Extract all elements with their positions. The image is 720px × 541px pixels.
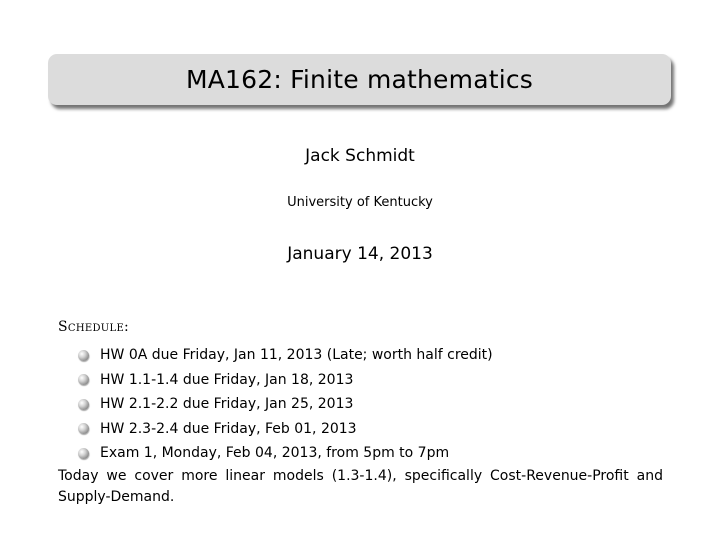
list-item-text: HW 1.1-1.4 due Friday, Jan 18, 2013 bbox=[100, 371, 354, 388]
schedule-list bbox=[78, 343, 493, 466]
list-item-text: Exam 1, Monday, Feb 04, 2013, from 5pm to 7pm bbox=[100, 445, 450, 462]
list-item bbox=[78, 368, 493, 393]
schedule-heading: Schedule: bbox=[58, 319, 130, 335]
list-item-text: HW 2.1-2.2 due Friday, Jan 25, 2013 bbox=[100, 396, 354, 413]
slide-title: MA162: Finite mathematics bbox=[185, 65, 534, 94]
sphere-bullet-icon bbox=[78, 374, 89, 385]
title-banner bbox=[48, 54, 671, 105]
sphere-bullet-icon bbox=[78, 423, 89, 434]
list-item bbox=[78, 392, 493, 417]
author-name: Jack Schmidt bbox=[305, 146, 415, 166]
list-item-text: HW 2.3-2.4 due Friday, Feb 01, 2013 bbox=[100, 420, 357, 437]
sphere-bullet-icon bbox=[78, 350, 89, 361]
list-item-text: HW 0A due Friday, Jan 11, 2013 (Late; worth half credit) bbox=[100, 347, 493, 364]
list-item bbox=[78, 417, 493, 442]
institute-name: University of Kentucky bbox=[287, 195, 433, 210]
list-item bbox=[78, 441, 493, 466]
list-item bbox=[78, 343, 493, 368]
sphere-bullet-icon bbox=[78, 448, 89, 459]
summary-paragraph: Today we cover more linear models (1.3-1.4), specifically Cost-Revenue-Profit and Supply-Demand. bbox=[58, 468, 663, 505]
sphere-bullet-icon bbox=[78, 399, 89, 410]
slide-date: January 14, 2013 bbox=[287, 244, 433, 264]
